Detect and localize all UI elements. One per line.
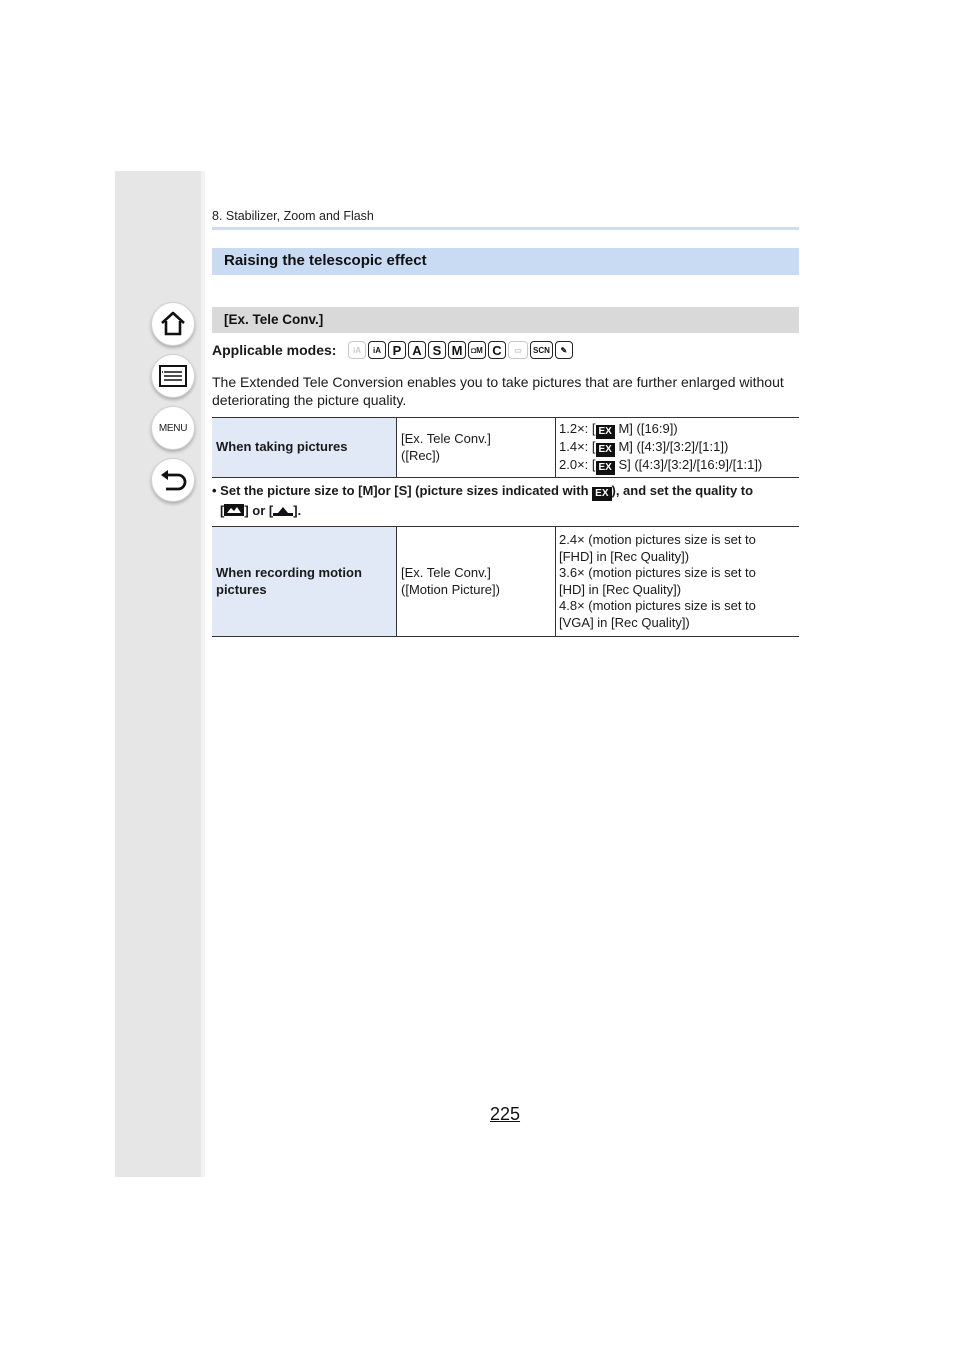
home-button[interactable] — [151, 302, 195, 346]
back-arrow-icon — [158, 467, 188, 493]
motion-line: 4.8× (motion pictures size is set to — [559, 598, 756, 613]
magnification-row — [559, 457, 796, 475]
mode-a-icon: A — [408, 341, 426, 359]
note-line-2 — [212, 501, 799, 520]
table-setting-motion — [397, 527, 556, 637]
setting-line: ([Rec]) — [401, 447, 440, 463]
mode-ia-icon: iA — [348, 341, 366, 359]
mode-ia-plus-icon: iA — [368, 341, 386, 359]
intro-paragraph: The Extended Tele Conversion enables you to take pictures that are further enlarged without deteriorating the picture quality. — [212, 374, 784, 408]
mode-panorama-icon: ▭ — [508, 341, 528, 359]
quality-fine-icon — [224, 504, 244, 516]
magnification-text: 2.0×: [ — [559, 456, 596, 472]
picture-settings-table — [212, 417, 799, 478]
note-text: [ — [220, 503, 225, 518]
mode-c-icon: C — [488, 341, 506, 359]
motion-line: [HD] in [Rec Quality]) — [559, 581, 682, 597]
table-head-motion: When recording motion pictures — [212, 527, 397, 637]
mode-s-icon: S — [428, 341, 446, 359]
section-title: Raising the telescopic effect — [224, 252, 427, 269]
note-text: • Set the picture size to [M]or [S] (picture sizes indicated with — [212, 483, 593, 498]
magnification-text: 1.4×: [ — [559, 438, 596, 454]
magnification-text: 1.2×: [ — [559, 420, 596, 436]
contents-button[interactable] — [151, 354, 195, 398]
setting-line: [Ex. Tele Conv.] — [401, 565, 491, 580]
magnification-size: M] ([4:3]/[3:2]/[1:1]) — [614, 438, 729, 454]
motion-line: 2.4× (motion pictures size is set to — [559, 532, 756, 547]
breadcrumb: 8. Stabilizer, Zoom and Flash — [212, 209, 374, 223]
magnification-row — [559, 421, 796, 439]
note-line-1 — [212, 481, 799, 501]
sidebar-edge — [201, 171, 205, 1177]
setting-line: ([Motion Picture]) — [401, 581, 500, 597]
mode-m-icon: M — [448, 341, 466, 359]
subsection-title: [Ex. Tele Conv.] — [224, 312, 324, 327]
motion-settings-table — [212, 526, 799, 637]
motion-line: [FHD] in [Rec Quality]) — [559, 548, 690, 564]
page-number: 225 — [490, 1104, 521, 1124]
mode-p-icon: P — [388, 341, 406, 359]
note-paragraph — [212, 481, 799, 520]
table-values-pictures — [556, 418, 800, 478]
table-setting-pictures — [397, 418, 556, 478]
menu-button[interactable] — [151, 406, 195, 450]
mode-movie-m-icon: ◘M — [468, 341, 486, 359]
table-values-motion — [556, 527, 800, 637]
back-button[interactable] — [151, 458, 195, 502]
note-text: ]. — [293, 503, 302, 518]
applicable-modes-icons — [348, 340, 573, 360]
ex-icon: EX — [596, 443, 615, 457]
home-icon — [158, 310, 188, 338]
setting-line: [Ex. Tele Conv.] — [401, 431, 491, 446]
mode-scn-icon: SCN — [530, 341, 553, 359]
motion-line: 3.6× (motion pictures size is set to — [559, 565, 756, 580]
header-rule — [212, 227, 799, 230]
list-icon — [158, 364, 188, 388]
ex-icon: EX — [596, 461, 615, 475]
magnification-size: S] ([4:3]/[3:2]/[16:9]/[1:1]) — [614, 456, 763, 472]
ex-icon: EX — [596, 425, 615, 439]
mode-creative-icon: ✎ — [555, 341, 573, 359]
note-text: ), and set the quality to — [611, 483, 754, 498]
menu-label: MENU — [158, 422, 188, 434]
motion-line: [VGA] in [Rec Quality]) — [559, 614, 690, 630]
magnification-size: M] ([16:9]) — [614, 420, 678, 436]
note-text: ] or [ — [244, 503, 274, 518]
ex-icon: EX — [592, 487, 611, 501]
magnification-row — [559, 439, 796, 457]
table-head-pictures: When taking pictures — [212, 418, 397, 478]
applicable-modes-label: Applicable modes: — [212, 342, 337, 358]
quality-standard-icon — [273, 504, 293, 516]
